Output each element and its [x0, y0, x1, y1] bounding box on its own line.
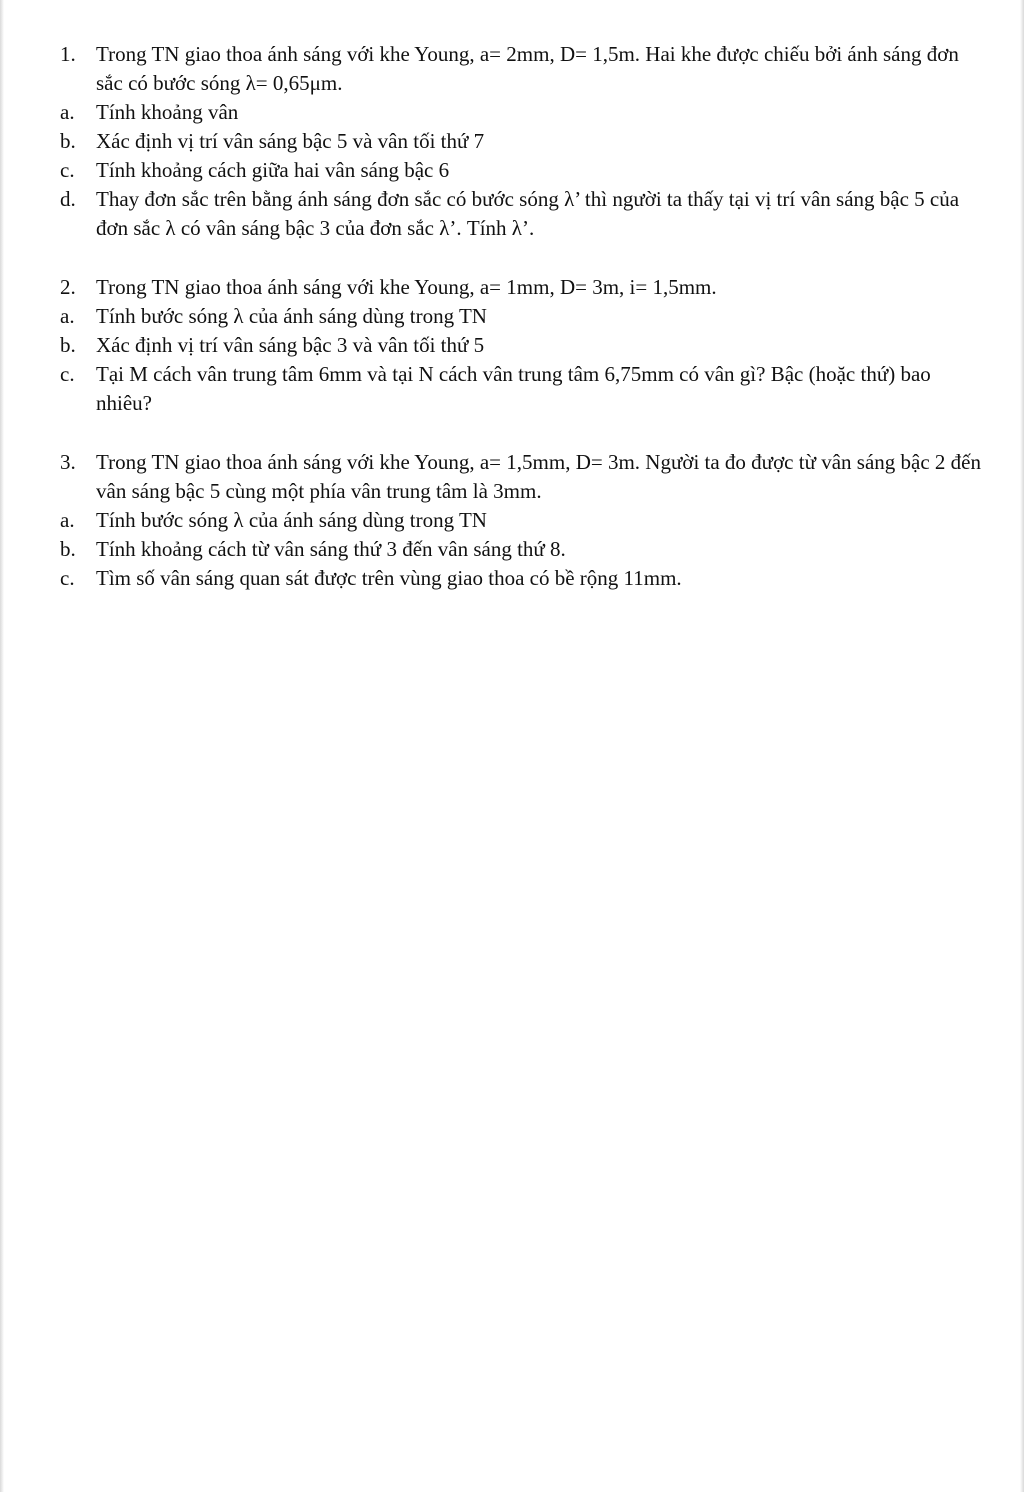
problem-3-part-b [0, 535, 1024, 564]
problem-3-stem-row [0, 448, 1024, 506]
part-text: Tính khoảng cách giữa hai vân sáng bậc 6 [96, 158, 450, 182]
part-text: Tính bước sóng λ của ánh sáng dùng trong TN [96, 304, 487, 328]
problem-2-part-a [0, 302, 1024, 331]
part-label: a. [60, 508, 75, 532]
part-label: a. [60, 100, 75, 124]
problem-1-part-c [0, 156, 1024, 185]
problem-2-stem-row [0, 273, 1024, 302]
part-label: a. [60, 304, 75, 328]
part-text: Tìm số vân sáng quan sát được trên vùng giao thoa có bề rộng 11mm. [96, 566, 682, 590]
problem-1-number: 1. [60, 42, 76, 66]
problem-1-stem: Trong TN giao thoa ánh sáng với khe Young, a= 2mm, D= 1,5m. Hai khe được chiếu bởi ánh sáng đơn sắc có bước sóng λ= 0,65μm. [96, 42, 959, 95]
part-text: Xác định vị trí vân sáng bậc 5 và vân tối thứ 7 [96, 129, 485, 153]
problem-2-part-b [0, 331, 1024, 360]
part-text: Tính khoảng cách từ vân sáng thứ 3 đến vân sáng thứ 8. [96, 537, 566, 561]
part-text: Tính khoảng vân [96, 100, 239, 124]
part-label: b. [60, 129, 76, 153]
part-label: b. [60, 537, 76, 561]
problem-1-part-a [0, 98, 1024, 127]
problem-1-stem-row [0, 40, 1024, 98]
problem-3 [0, 448, 1024, 593]
part-text: Tính bước sóng λ của ánh sáng dùng trong TN [96, 508, 487, 532]
problem-2-part-c [0, 360, 1024, 418]
part-label: c. [60, 566, 75, 590]
problem-1 [0, 40, 1024, 243]
problem-2-stem: Trong TN giao thoa ánh sáng với khe Young, a= 1mm, D= 3m, i= 1,5mm. [96, 275, 717, 299]
part-text: Xác định vị trí vân sáng bậc 3 và vân tối thứ 5 [96, 333, 485, 357]
problem-1-part-d [0, 185, 1024, 243]
problem-3-part-a [0, 506, 1024, 535]
part-label: d. [60, 187, 76, 211]
problem-2-number: 2. [60, 275, 76, 299]
part-label: c. [60, 362, 75, 386]
problem-3-stem: Trong TN giao thoa ánh sáng với khe Young, a= 1,5mm, D= 3m. Người ta đo được từ vân sáng bậc 2 đến vân sáng bậc 5 cùng một phía vân trung tâm là 3mm. [96, 450, 981, 503]
problem-3-part-c [0, 564, 1024, 593]
document-page [0, 40, 1024, 623]
part-text: Thay đơn sắc trên bằng ánh sáng đơn sắc có bước sóng λ’ thì người ta thấy tại vị trí vân sáng bậc 5 của đơn sắc λ có vân sáng bậc 3 của đơn sắc λ’. Tính λ’. [96, 187, 960, 240]
part-text: Tại M cách vân trung tâm 6mm và tại N cách vân trung tâm 6,75mm có vân gì? Bậc (hoặc thứ) bao nhiêu? [96, 362, 931, 415]
problem-2 [0, 273, 1024, 418]
part-label: c. [60, 158, 75, 182]
problem-3-number: 3. [60, 450, 76, 474]
problem-1-part-b [0, 127, 1024, 156]
part-label: b. [60, 333, 76, 357]
